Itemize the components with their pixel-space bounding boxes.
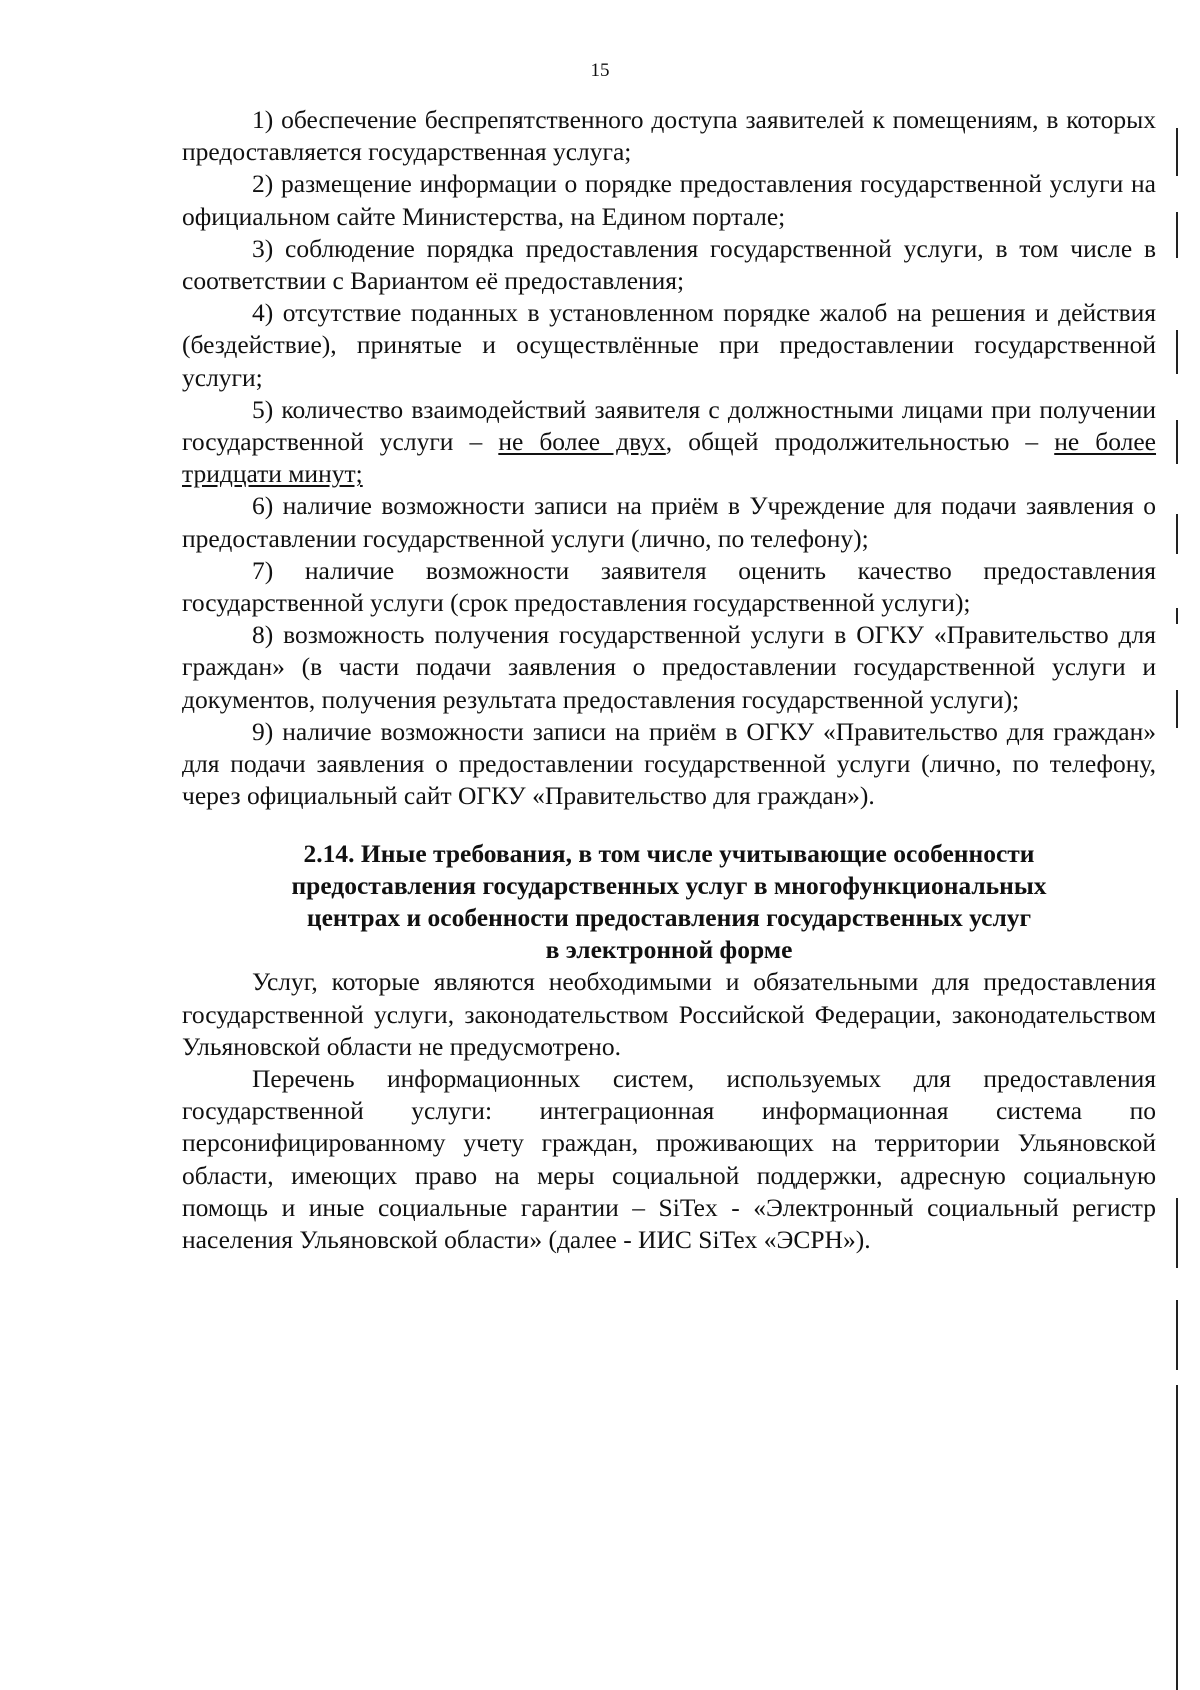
section-heading: [182, 838, 1156, 966]
change-bar: [1176, 608, 1178, 624]
change-bar: [1176, 1300, 1178, 1370]
section-heading-line-3: центрах и особенности предоставления государственных услуг: [306, 903, 1032, 933]
list-item-6: 6) наличие возможности записи на приём в Учреждение для подачи заявления о предоставлении государственной услуги (лично, по телефону);: [182, 491, 1156, 553]
list-item-5-text-a: 5) количество взаимодействий заявителя с должностными лицами при получении государственной услуги –: [182, 394, 1156, 457]
list-item-7: 7) наличие возможности заявителя оценить качество предоставления государственной услуги (срок предоставления государственной услуги);: [182, 555, 1156, 618]
document-body: [182, 104, 1156, 1256]
section-heading-line-2: предоставления государственных услуг в многофункциональных: [291, 871, 1047, 901]
section-heading-line-4: в электронной форме: [545, 935, 793, 965]
change-bar: [1176, 1198, 1178, 1268]
list-item-5: [182, 394, 1156, 491]
list-item-4: 4) отсутствие поданных в установленном порядке жалоб на решения и действия (бездействие), принятые и осуществлённые при предоставлении государственной услуги;: [182, 298, 1156, 392]
change-bar: [1176, 330, 1178, 374]
underlined-limit-duration: не более тридцати минут;: [182, 427, 1157, 489]
list-item-1: 1) обеспечение беспрепятственного доступа заявителей к помещениям, в которых предоставляется государственная услуга;: [182, 105, 1156, 167]
section-paragraph-1: Услуг, которые являются необходимыми и обязательными для предоставления государственной услуги, законодательством Российской Федерации, законодательством Ульяновской области не предусмотрено.: [182, 967, 1156, 1061]
section-heading-line-1: 2.14. Иные требования, в том числе учитывающие особенности: [303, 839, 1035, 869]
list-item-5-text-b: , общей продолжительностью –: [665, 427, 1055, 457]
underlined-limit-count: не более двух: [498, 427, 666, 457]
section-paragraph-2: Перечень информационных систем, используемых для предоставления государственной услуги: интеграционная информационная система по персонифицированному учету граждан, проживающих на территории Ульяновской области, имеющих право на меры социальной поддержки, адресную социальную помощь и иные социальные гарантии – SiTex - «Электронный социальный регистр населения Ульяновской области» (далее - ИИС SiTex «ЭСРН»).: [182, 1064, 1156, 1255]
change-bar: [1176, 128, 1178, 176]
change-bar: [1176, 690, 1178, 728]
page-number: 15: [590, 60, 610, 81]
list-item-9: 9) наличие возможности записи на приём в ОГКУ «Правительство для граждан» для подачи заявления о предоставлении государственной услуги (лично, по телефону, через официальный сайт ОГКУ «Правительство для граждан»).: [182, 716, 1156, 811]
list-item-8: 8) возможность получения государственной услуги в ОГКУ «Правительство для граждан» (в части подачи заявления о предоставлении государственной услуги и документов, получения результата предоставления государственной услуги);: [182, 620, 1156, 714]
change-bar: [1176, 1385, 1178, 1690]
change-bar: [1176, 514, 1178, 554]
change-bar: [1176, 420, 1178, 464]
list-item-2: 2) размещение информации о порядке предоставления государственной услуги на официальном сайте Министерства, на Едином портале;: [182, 169, 1156, 231]
list-item-3: 3) соблюдение порядка предоставления государственной услуги, в том числе в соответствии с Вариантом её предоставления;: [182, 233, 1156, 296]
change-bar: [1176, 212, 1178, 258]
